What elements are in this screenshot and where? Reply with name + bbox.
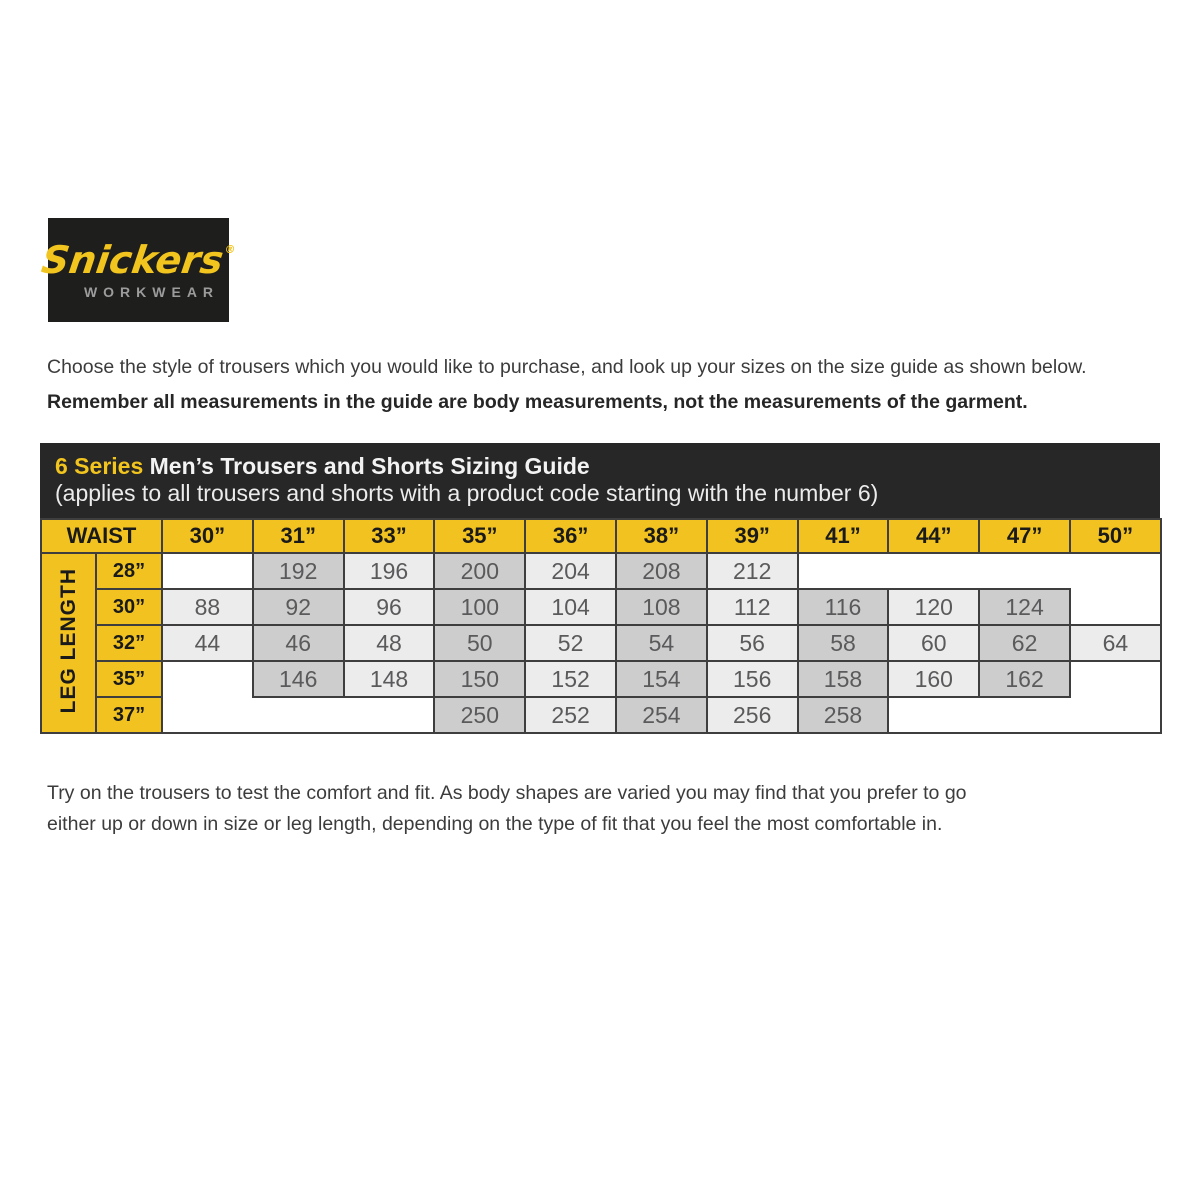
size-cell: 54 bbox=[616, 625, 707, 661]
empty-cell bbox=[1070, 589, 1161, 625]
waist-size-header: 50” bbox=[1070, 519, 1161, 553]
size-cell: 46 bbox=[253, 625, 344, 661]
waist-size-header: 33” bbox=[344, 519, 435, 553]
size-cell: 60 bbox=[888, 625, 979, 661]
leg-length-row-header: 37” bbox=[96, 697, 162, 733]
size-cell: 152 bbox=[525, 661, 616, 697]
series-label: 6 Series bbox=[55, 453, 144, 479]
empty-cell bbox=[1070, 697, 1161, 733]
waist-size-header: 35” bbox=[434, 519, 525, 553]
size-cell: 116 bbox=[798, 589, 889, 625]
size-cell: 254 bbox=[616, 697, 707, 733]
size-cell: 100 bbox=[434, 589, 525, 625]
table-row bbox=[41, 661, 1161, 697]
logo-workwear-text: WORKWEAR bbox=[83, 283, 220, 300]
empty-cell bbox=[1070, 661, 1161, 697]
table-row bbox=[41, 553, 1161, 589]
size-cell: 160 bbox=[888, 661, 979, 697]
size-cell: 120 bbox=[888, 589, 979, 625]
leg-length-row-header: 35” bbox=[96, 661, 162, 697]
empty-cell bbox=[979, 553, 1070, 589]
waist-size-header: 38” bbox=[616, 519, 707, 553]
title-text: Men’s Trousers and Shorts Sizing Guide bbox=[143, 453, 590, 479]
size-cell: 48 bbox=[344, 625, 435, 661]
snickers-logo-wordmark bbox=[39, 237, 237, 282]
size-cell: 150 bbox=[434, 661, 525, 697]
waist-corner-header: WAIST bbox=[41, 519, 162, 553]
size-cell: 96 bbox=[344, 589, 435, 625]
sizing-guide-title bbox=[55, 452, 1145, 480]
size-cell: 112 bbox=[707, 589, 798, 625]
size-cell: 208 bbox=[616, 553, 707, 589]
size-cell: 196 bbox=[344, 553, 435, 589]
size-cell: 252 bbox=[525, 697, 616, 733]
empty-cell bbox=[1070, 553, 1161, 589]
leg-length-row-header: 28” bbox=[96, 553, 162, 589]
size-cell: 62 bbox=[979, 625, 1070, 661]
snickers-logo bbox=[39, 218, 237, 322]
size-cell: 256 bbox=[707, 697, 798, 733]
waist-size-header: 39” bbox=[707, 519, 798, 553]
leg-length-axis-label: LEG LENGTH bbox=[56, 567, 80, 714]
size-cell: 52 bbox=[525, 625, 616, 661]
waist-size-header: 36” bbox=[525, 519, 616, 553]
leg-length-row-header: 32” bbox=[96, 625, 162, 661]
table-row bbox=[41, 625, 1161, 661]
size-cell: 146 bbox=[253, 661, 344, 697]
sizing-guide-subtitle: (applies to all trousers and shorts with a product code starting with the number 6) bbox=[55, 480, 879, 506]
waist-size-header: 41” bbox=[798, 519, 889, 553]
size-cell: 158 bbox=[798, 661, 889, 697]
size-cell: 64 bbox=[1070, 625, 1161, 661]
waist-size-header: 47” bbox=[979, 519, 1070, 553]
empty-cell bbox=[888, 553, 979, 589]
waist-size-header: 30” bbox=[162, 519, 253, 553]
footer-text bbox=[47, 778, 1157, 840]
waist-size-header: 31” bbox=[253, 519, 344, 553]
size-cell: 50 bbox=[434, 625, 525, 661]
size-cell: 88 bbox=[162, 589, 253, 625]
size-cell: 204 bbox=[525, 553, 616, 589]
sizing-guide-title-bar bbox=[40, 443, 1160, 518]
sizing-table bbox=[40, 518, 1162, 734]
empty-cell bbox=[162, 553, 253, 589]
waist-size-header: 44” bbox=[888, 519, 979, 553]
registered-trademark-icon: ® bbox=[224, 242, 237, 256]
size-cell: 124 bbox=[979, 589, 1070, 625]
empty-cell bbox=[162, 697, 253, 733]
empty-cell bbox=[798, 553, 889, 589]
size-cell: 212 bbox=[707, 553, 798, 589]
leg-length-axis bbox=[41, 553, 96, 733]
size-cell: 156 bbox=[707, 661, 798, 697]
table-row bbox=[41, 697, 1161, 733]
size-cell: 104 bbox=[525, 589, 616, 625]
intro-line-1: Choose the style of trousers which you would like to purchase, and look up your sizes on the size guide as shown below. bbox=[47, 356, 1087, 378]
intro-line-2: Remember all measurements in the guide are body measurements, not the measurements of the garment. bbox=[47, 391, 1028, 413]
empty-cell bbox=[253, 697, 344, 733]
size-cell: 258 bbox=[798, 697, 889, 733]
empty-cell bbox=[979, 697, 1070, 733]
footer-line-1: Try on the trousers to test the comfort and fit. As body shapes are varied you may find that you prefer to go bbox=[47, 782, 967, 804]
size-cell: 58 bbox=[798, 625, 889, 661]
size-cell: 44 bbox=[162, 625, 253, 661]
size-cell: 162 bbox=[979, 661, 1070, 697]
size-cell: 148 bbox=[344, 661, 435, 697]
size-cell: 154 bbox=[616, 661, 707, 697]
logo-brand-text: Snickers bbox=[39, 237, 227, 282]
empty-cell bbox=[888, 697, 979, 733]
size-cell: 250 bbox=[434, 697, 525, 733]
sizing-guide bbox=[40, 443, 1160, 734]
waist-header-row bbox=[41, 519, 1161, 553]
footer-line-2: either up or down in size or leg length, depending on the type of fit that you feel the most comfortable in. bbox=[47, 813, 943, 835]
size-cell: 56 bbox=[707, 625, 798, 661]
leg-length-row-header: 30” bbox=[96, 589, 162, 625]
size-cell: 200 bbox=[434, 553, 525, 589]
intro-text bbox=[47, 356, 1157, 414]
size-cell: 192 bbox=[253, 553, 344, 589]
table-row bbox=[41, 589, 1161, 625]
empty-cell bbox=[162, 661, 253, 697]
empty-cell bbox=[344, 697, 435, 733]
size-cell: 108 bbox=[616, 589, 707, 625]
size-cell: 92 bbox=[253, 589, 344, 625]
